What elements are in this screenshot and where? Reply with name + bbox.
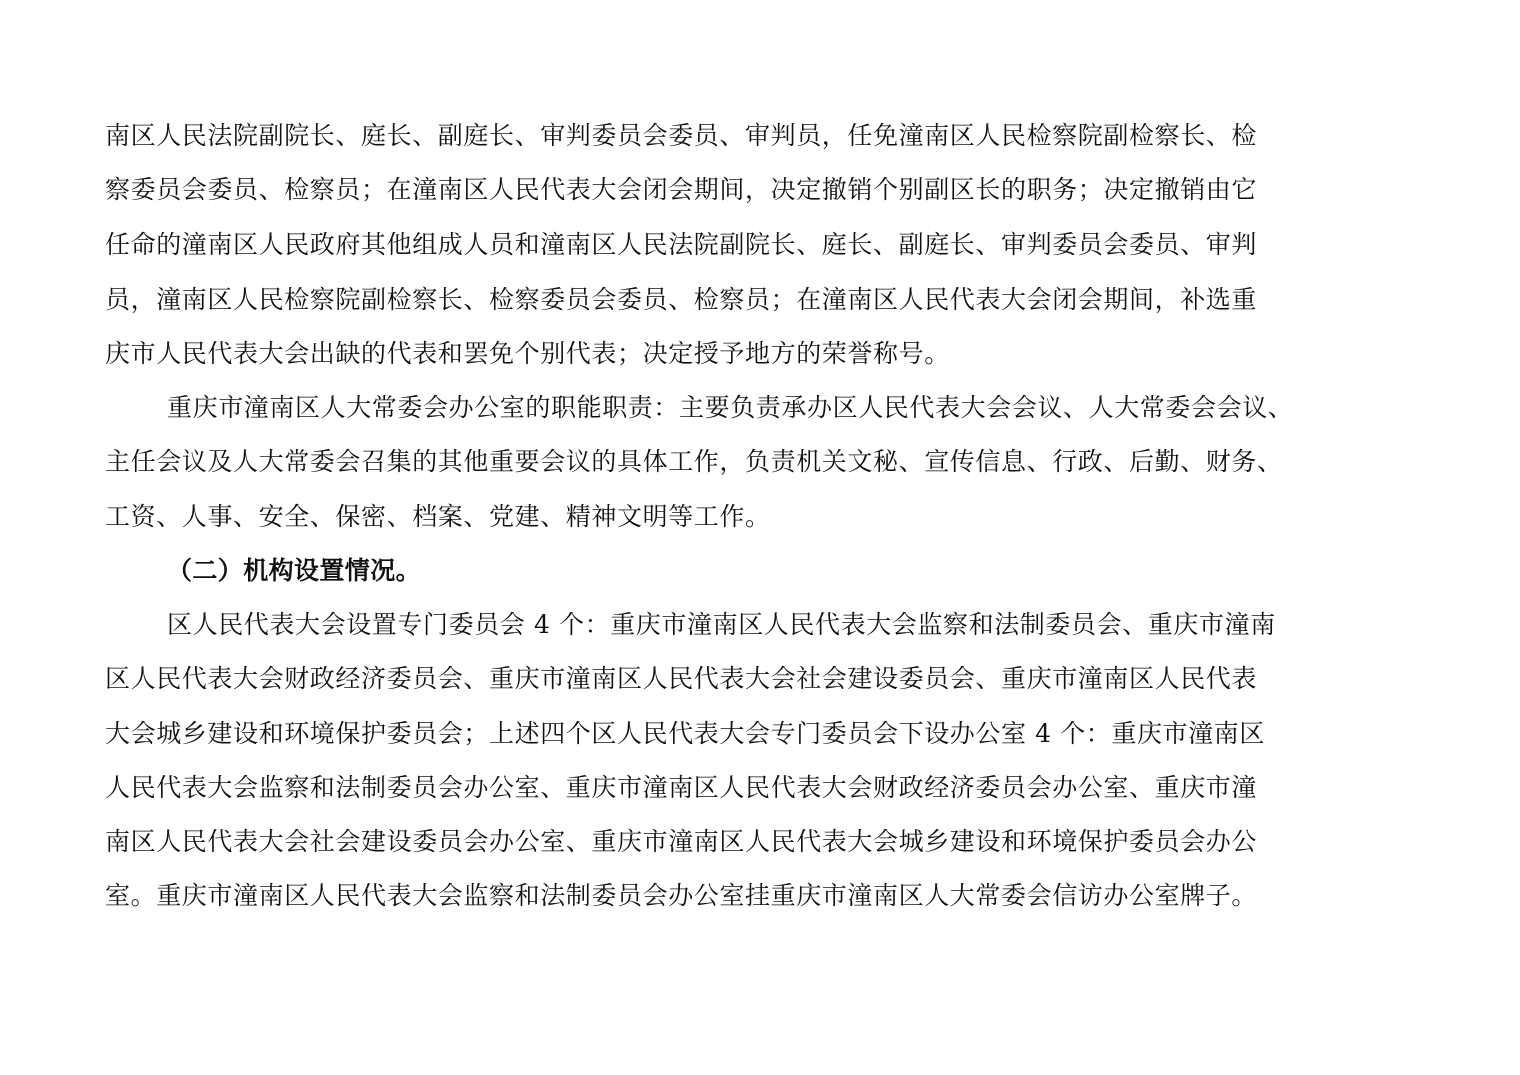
paragraph-line: 任命的潼南区人民政府其他组成人员和潼南区人民法院副院长、庭长、副庭长、审判委员会委员、审判 [105,230,1258,259]
paragraph-line: 大会城乡建设和环境保护委员会；上述四个区人民代表大会专门委员会下设办公室 4 个：重庆市潼南区 [105,719,1266,748]
paragraph-line: 庆市人民代表大会出缺的代表和罢免个别代表；决定授予地方的荣誉称号。 [105,339,950,368]
paragraph-line: 主任会议及人大常委会召集的其他重要会议的具体工作，负责机关文秘、宣传信息、行政、后勤、财务、 [105,447,1283,476]
paragraph-line: 人民代表大会监察和法制委员会办公室、重庆市潼南区人民代表大会财政经济委员会办公室、重庆市潼 [105,773,1258,802]
paragraph-line: 区人民代表大会设置专门委员会 4 个：重庆市潼南区人民代表大会监察和法制委员会、重庆市潼南 [167,610,1276,639]
paragraph-line: 南区人民法院副院长、庭长、副庭长、审判委员会委员、审判员，任免潼南区人民检察院副检察长、检 [105,121,1258,150]
paragraph-line: 重庆市潼南区人大常委会办公室的职能职责：主要负责承办区人民代表大会会议、人大常委会会议、 [167,393,1294,422]
paragraph-line: 区人民代表大会财政经济委员会、重庆市潼南区人民代表大会社会建设委员会、重庆市潼南区人民代表 [105,664,1258,693]
paragraph-line: 室。重庆市潼南区人民代表大会监察和法制委员会办公室挂重庆市潼南区人大常委会信访办公室牌子。 [105,881,1258,910]
paragraph-line: 工资、人事、安全、保密、档案、党建、精神文明等工作。 [105,502,771,531]
paragraph-line: 员，潼南区人民检察院副检察长、检察委员会委员、检察员；在潼南区人民代表大会闭会期间，补选重 [105,285,1258,314]
paragraph-line: 南区人民代表大会社会建设委员会办公室、重庆市潼南区人民代表大会城乡建设和环境保护委员会办公 [105,827,1258,856]
paragraph-line: 察委员会委员、检察员；在潼南区人民代表大会闭会期间，决定撤销个别副区长的职务；决定撤销由它 [105,175,1258,204]
section-heading: （二）机构设置情况。 [167,556,422,585]
